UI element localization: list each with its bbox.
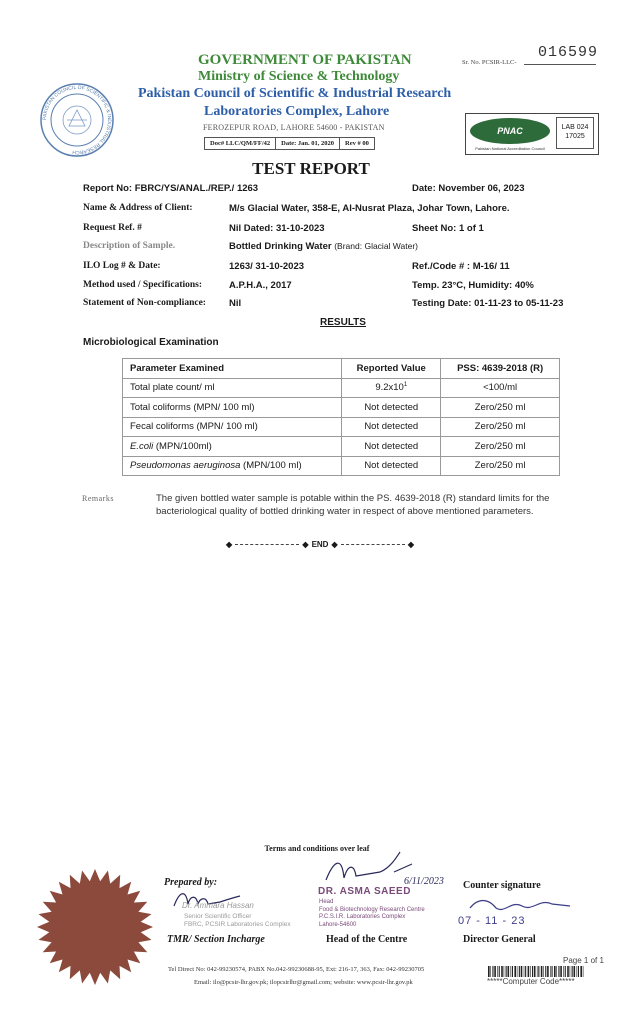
barcode-icon <box>488 966 584 977</box>
lab-accreditation-number <box>556 117 594 149</box>
end-marker <box>226 540 414 549</box>
reference-code: Ref./Code # : M-16/ 11 <box>412 261 510 272</box>
head-title-stamp <box>319 899 425 929</box>
table-row <box>123 417 560 437</box>
iso-standard: 17025 <box>565 133 585 140</box>
parameter-cell <box>123 437 342 457</box>
method-value: A.P.H.A., 2017 <box>229 280 292 291</box>
noncompliance-label: Statement of Non-compliance: <box>83 298 206 308</box>
noncompliance-value: Nil <box>229 298 242 309</box>
diamond-icon: ◆ <box>331 540 338 549</box>
results-table <box>122 358 560 476</box>
table-row <box>123 378 560 398</box>
lab-number: LAB 024 <box>561 124 589 131</box>
officer-name-stamp: Dr. Ammara Hassan <box>182 901 254 910</box>
sample-brand: (Brand: Glacial Water) <box>334 241 418 251</box>
report-date: Date: November 06, 2023 <box>412 183 525 194</box>
testing-date: Testing Date: 01-11-23 to 05-11-23 <box>412 298 564 309</box>
stamp-line: Senior Scientific Officer <box>184 913 252 920</box>
pcsir-seal-logo <box>39 82 115 158</box>
government-heading: GOVERNMENT OF PAKISTAN <box>198 52 412 68</box>
director-role-label: Director General <box>463 934 536 945</box>
table-header-row <box>123 359 560 379</box>
head-role-label: Head of the Centre <box>326 934 408 945</box>
svg-text:PAKISTAN COUNCIL OF SCIENTIFIC: PAKISTAN COUNCIL OF SCIENTIFIC & INDUSTRIAL RESEARCH <box>41 84 113 156</box>
diamond-icon: ◆ <box>407 540 415 549</box>
report-number: Report No: FBRC/YS/ANAL./REP./ 1263 <box>83 183 259 194</box>
serial-number-label: Sr. No. PCSIR-LLC- <box>462 59 517 66</box>
parameter-cell: Total coliforms (MPN/ 100 ml) <box>123 398 342 418</box>
client-value: M/s Glacial Water, 358-E, Al-Nusrat Plaza, Johar Town, Lahore. <box>229 203 510 214</box>
column-header: Reported Value <box>342 359 441 379</box>
doc-revision: Rev # 00 <box>345 140 369 147</box>
serial-underline <box>524 64 596 65</box>
parameter-cell: Total plate count/ ml <box>123 378 342 398</box>
stamp-line: P.C.S.I.R. Laboratories Complex <box>319 914 406 920</box>
reported-value-cell <box>342 378 441 398</box>
request-label: Request Ref. # <box>83 223 142 233</box>
standard-cell: Zero/250 ml <box>441 417 560 437</box>
report-title: TEST REPORT <box>252 159 370 178</box>
reported-value-cell: Not detected <box>342 398 441 418</box>
stamp-line: Lahore-54600 <box>319 921 357 928</box>
pnac-subtitle: Pakistan National Accreditation Council <box>475 146 545 151</box>
diamond-icon: ◆ <box>226 540 233 549</box>
signature-date: 6/11/2023 <box>404 876 444 887</box>
sheet-number: Sheet No: 1 of 1 <box>412 223 484 234</box>
tmr-role-label: TMR/ Section Incharge <box>167 934 265 945</box>
description-value <box>229 241 418 252</box>
doc-date: Date: Jan. 01, 2020 <box>276 138 340 149</box>
reported-value-cell: Not detected <box>342 417 441 437</box>
description-label: Description of Sample. <box>83 241 176 251</box>
sample-name: Bottled Drinking Water <box>229 241 332 252</box>
stamp-line: Head <box>319 899 334 905</box>
ilo-value: 1263/ 31-10-2023 <box>229 261 305 272</box>
method-label: Method used / Specifications: <box>83 280 203 290</box>
computer-code: *****Computer Code***** <box>487 977 575 986</box>
ministry-heading: Ministry of Science & Technology <box>198 69 400 84</box>
parameter-cell: Fecal coliforms (MPN/ 100 ml) <box>123 417 342 437</box>
prepared-by-label: Prepared by: <box>164 877 218 888</box>
reported-value-cell: Not detected <box>342 456 441 476</box>
serial-number: 016599 <box>538 44 599 61</box>
pnac-logo: PNAC <box>470 118 550 144</box>
standard-cell: Zero/250 ml <box>441 398 560 418</box>
table-row <box>123 437 560 457</box>
request-value: Nil Dated: 31-10-2023 <box>229 223 325 234</box>
reported-value-cell: Not detected <box>342 437 441 457</box>
stamp-line: Food & Biotechnology Research Centre <box>319 906 425 913</box>
ilo-label: ILO Log # & Date: <box>83 261 161 271</box>
council-heading: Pakistan Council of Scientific & Industrial Research <box>138 86 452 101</box>
counter-signature-label: Counter signature <box>463 880 541 891</box>
organism-name: E.coli <box>130 440 154 452</box>
terms-note: Terms and conditions over leaf <box>264 844 370 853</box>
table-row <box>123 398 560 418</box>
page-number: Page 1 of 1 <box>563 956 604 965</box>
table-row <box>123 456 560 476</box>
unit: (MPN/100 ml) <box>240 460 302 472</box>
unit: (MPN/100ml) <box>153 440 212 452</box>
end-label: END <box>311 540 329 549</box>
contact-email: Email: ilo@pcsir-lhr.gov.pk; ilopcsirlhr@gmail.com; website: www.pcsir-lhr.gov.pk <box>194 979 413 986</box>
standard-cell: Zero/250 ml <box>441 437 560 457</box>
address-line: FEROZEPUR ROAD, LAHORE 54600 - PAKISTAN <box>203 123 385 132</box>
organism-name: Pseudomonas aeruginosa <box>130 460 241 472</box>
client-label: Name & Address of Client: <box>83 203 193 213</box>
standard-cell: Zero/250 ml <box>441 456 560 476</box>
section-heading: Microbiological Examination <box>83 337 219 348</box>
reported-value: 9.2x10 <box>375 382 404 394</box>
divider <box>341 544 405 545</box>
column-header: Parameter Examined <box>123 359 342 379</box>
exponent: 1 <box>403 382 408 389</box>
document-control-box <box>204 137 375 150</box>
divider <box>235 544 299 545</box>
remarks-text: The given bottled water sample is potable within the PS. 4639-2018 (R) standard limits for the bacteriological quality of bottled drinking water in respect of above mentioned parameters. <box>156 493 550 517</box>
doc-number: Doc# LLC/QM/FF/42 <box>205 138 276 149</box>
results-heading: RESULTS <box>320 317 366 328</box>
contact-phone: Tel Direct No: 042-99230574, PABX No.042-99230688-95, Ext: 216-17, 363, Fax: 042-99230705 <box>168 966 425 973</box>
stamp-line: FBRC, PCSIR Laboratories Complex <box>184 921 291 928</box>
lab-heading: Laboratories Complex, Lahore <box>204 104 390 119</box>
column-header: PSS: 4639-2018 (R) <box>441 359 560 379</box>
parameter-cell <box>123 456 342 476</box>
official-stamp-seal <box>36 868 154 986</box>
temperature-humidity: Temp. 23°C, Humidity: 40% <box>412 280 534 291</box>
head-name-stamp: DR. ASMA SAEED <box>318 886 411 897</box>
officer-title-stamp <box>184 913 291 929</box>
remarks-label: Remarks <box>82 494 114 503</box>
counter-sign-date: 07 - 11 - 23 <box>458 915 526 927</box>
diamond-icon: ◆ <box>302 540 309 549</box>
standard-cell: <100/ml <box>441 378 560 398</box>
